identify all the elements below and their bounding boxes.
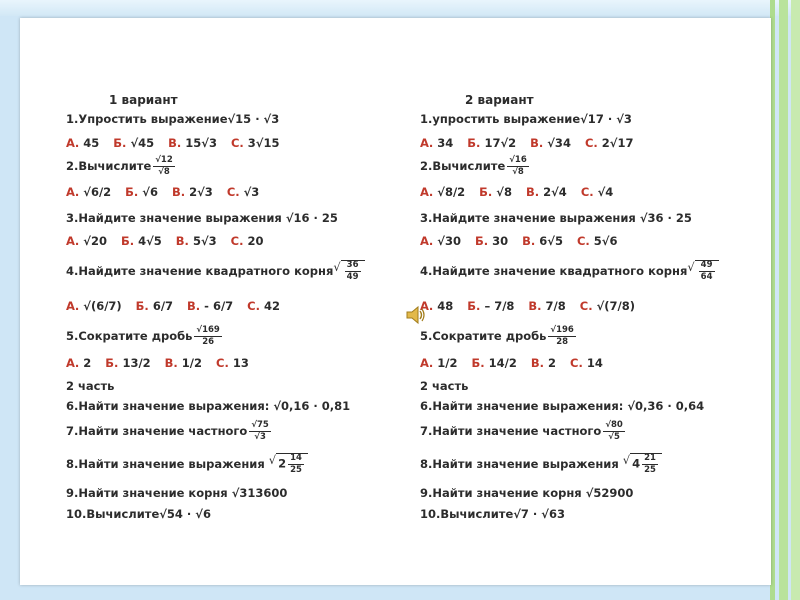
variant1-heading: 1 вариант [109,93,178,107]
fraction-numerator: √169 [196,325,220,335]
answer-value: 2 [83,356,92,370]
decor-stripe [791,0,800,600]
fraction-numerator: 21 [644,453,656,463]
fraction-denominator: 64 [700,271,713,282]
fraction-denominator: 28 [556,336,569,347]
answer-value: 7/8 [545,299,566,313]
answer-value: √45 [130,136,155,150]
fraction-denominator: 49 [346,271,359,282]
fraction-denominator: 25 [644,464,656,475]
answer-value: 17√2 [484,136,517,150]
answer-letter: Б. [467,299,481,313]
speaker-icon[interactable] [405,304,427,326]
answer-value: 13/2 [122,356,151,370]
answer-value: 3√15 [247,136,280,150]
answer-letter: В. [168,136,182,150]
question-label: 7.Найти значение частного [66,424,248,438]
fraction-numerator: 36 [346,260,359,270]
fraction-denominator: √5 [608,431,620,442]
answer-value: 30 [492,234,509,248]
answer-value: 34 [437,136,454,150]
answer-letter: А. [66,356,80,370]
square-root [269,453,308,474]
square-root [623,453,662,474]
answer-value: √4 [597,185,614,199]
answer-letter: Б. [120,234,135,248]
fraction-denominator: √3 [254,431,266,442]
question-label: 8.Найти значение выражения [66,456,265,471]
fraction-denominator: 26 [202,336,215,347]
variant2-q10: 10.Вычислите√7 · √63 [420,507,565,521]
answer-value: 6√5 [539,234,563,248]
answer-letter: В. [525,185,540,199]
answer-value: 14/2 [488,356,517,370]
slide-canvas [20,18,771,585]
answer-value: 48 [437,299,454,313]
answer-letter: В. [530,356,544,370]
variant1-q5 [66,326,224,346]
variant2-a5 [420,356,617,370]
answer-letter: А. [420,356,434,370]
answer-letter: Б. [135,299,149,313]
answer-value: √(7/8) [596,299,635,313]
fraction-denominator: √8 [512,166,524,177]
variant2-q2 [420,156,531,176]
answer-value: √3 [243,185,260,199]
answer-letter: В. [187,299,201,313]
answer-value: 14 [586,356,603,370]
answer-letter: В. [164,356,178,370]
answer-letter: Б. [467,136,481,150]
answer-value: 20 [247,234,264,248]
variant2-q9: 9.Найти значение корня √52900 [420,486,634,500]
answer-letter: Б. [113,136,127,150]
variant2-a4 [420,299,649,313]
answer-letter: С. [576,234,590,248]
answer-value: 45 [83,136,100,150]
answer-value: 2 [548,356,557,370]
variant1-a3 [66,234,277,248]
fraction-numerator: √75 [251,420,269,430]
variant2-q1: 1.упростить выражение√17 · √3 [420,112,632,126]
variant1-part2: 2 часть [66,379,115,393]
answer-value: √6 [142,185,158,199]
question-label: 2.Вычислите [420,159,506,173]
answer-value: 1/2 [181,356,203,370]
fraction-numerator: 14 [290,453,302,463]
fraction [288,454,304,474]
answer-letter: В. [530,136,544,150]
fraction-numerator: √196 [550,325,574,335]
answer-letter: В. [175,234,189,248]
variant1-q1: 1.Упростить выражение√15 · √3 [66,112,280,126]
answer-value: 2√4 [543,185,567,199]
answer-letter: С. [584,136,598,150]
question-label: 4.Найдите значение квадратного корня [420,263,688,278]
answer-letter: А. [66,185,80,199]
answer-value: 4√5 [138,234,162,248]
answer-value: √8/2 [437,185,466,199]
answer-letter: С. [247,299,260,313]
question-label: 8.Найти значение выражения [420,456,619,471]
answer-letter: А. [420,299,434,313]
answer-letter: С. [216,356,229,370]
variant2-a1 [420,136,647,150]
answer-letter: В. [171,185,186,199]
fraction [699,261,715,281]
variant1-q7 [66,421,273,441]
answer-letter: Б. [125,185,139,199]
fraction-denominator: 25 [290,464,302,475]
square-root [687,260,718,281]
variant2-q4 [420,260,719,281]
answer-letter: В. [528,299,542,313]
answer-value: 15√3 [185,136,217,150]
answer-value: 2√17 [601,136,634,150]
answer-letter: А. [420,185,434,199]
answer-value: 1/2 [437,356,458,370]
answer-letter: В. [522,234,536,248]
variant1-q4 [66,260,365,281]
answer-value: 6/7 [152,299,174,313]
variant1-a5 [66,356,263,370]
answer-letter: А. [420,136,434,150]
question-label: 5.Сократите дробь [420,329,547,343]
question-label: 2.Вычислите [66,159,152,173]
variant1-a2 [66,185,273,199]
variant2-part2: 2 часть [420,379,469,393]
decor-stripe [779,0,788,600]
variant2-q6: 6.Найти значение выражения: √0,36 · 0,64 [420,399,705,413]
variant2-q5 [420,326,578,346]
variant1-a4 [66,299,294,313]
answer-value: √6/2 [83,185,112,199]
mixed-number-whole: 2 [278,456,287,471]
variant1-q10: 10.Вычислите√54 · √6 [66,507,211,521]
answer-value: √8 [496,185,512,199]
answer-letter: А. [66,299,80,313]
variant1-q2 [66,156,177,176]
variant1-q8 [66,453,308,474]
fraction [548,326,575,346]
fraction-numerator: 49 [700,260,713,270]
answer-letter: С. [570,356,583,370]
question-label: 4.Найдите значение квадратного корня [66,263,334,278]
answer-letter: Б. [471,356,485,370]
variant1-q3: 3.Найдите значение выражения √16 · 25 [66,211,338,225]
variant1-q9: 9.Найти значение корня √313600 [66,486,288,500]
radical-sign-icon: √ [268,453,277,467]
answer-letter: С. [579,299,593,313]
radical-sign-icon: √ [687,260,695,274]
answer-value: √(6/7) [83,299,122,313]
answer-letter: А. [420,234,434,248]
square-root [333,260,364,281]
fraction [603,421,625,441]
answer-value: 5√3 [192,234,217,248]
mixed-number-whole: 4 [632,456,641,471]
radical-sign-icon: √ [333,260,341,274]
window-frame-top [0,0,800,16]
variant2-a3 [420,234,631,248]
answer-value: 2√3 [189,185,213,199]
answer-value: - 6/7 [204,299,234,313]
answer-letter: Б. [479,185,493,199]
fraction-numerator: √12 [155,155,173,165]
variant2-a2 [420,185,627,199]
fraction-numerator: √16 [509,155,527,165]
answer-letter: Б. [474,234,489,248]
answer-value: – 7/8 [484,299,515,313]
answer-letter: С. [230,234,244,248]
fraction [507,156,529,176]
answer-value: √20 [83,234,107,248]
answer-value: 13 [232,356,249,370]
answer-letter: А. [66,136,80,150]
answer-letter: Б. [105,356,119,370]
question-label: 5.Сократите дробь [66,329,193,343]
answer-value: √30 [437,234,461,248]
fraction-denominator: √8 [158,166,170,177]
radical-sign-icon: √ [622,453,631,467]
fraction-numerator: √80 [605,420,623,430]
question-label: 7.Найти значение частного [420,424,602,438]
variant2-q7 [420,421,627,441]
answer-value: √34 [547,136,571,150]
fraction [194,326,221,346]
variant1-q6: 6.Найти значение выражения: √0,16 · 0,81 [66,399,351,413]
fraction [345,261,361,281]
fraction [249,421,271,441]
answer-letter: С. [580,185,594,199]
answer-letter: А. [66,234,80,248]
variant2-q3: 3.Найдите значение выражения √36 · 25 [420,211,692,225]
fraction [642,454,658,474]
variant1-a1 [66,136,293,150]
answer-letter: С. [230,136,244,150]
variant2-q8 [420,453,662,474]
fraction [153,156,175,176]
variant2-heading: 2 вариант [465,93,534,107]
answer-value: 42 [263,299,280,313]
answer-letter: С. [226,185,240,199]
answer-value: 5√6 [593,234,618,248]
